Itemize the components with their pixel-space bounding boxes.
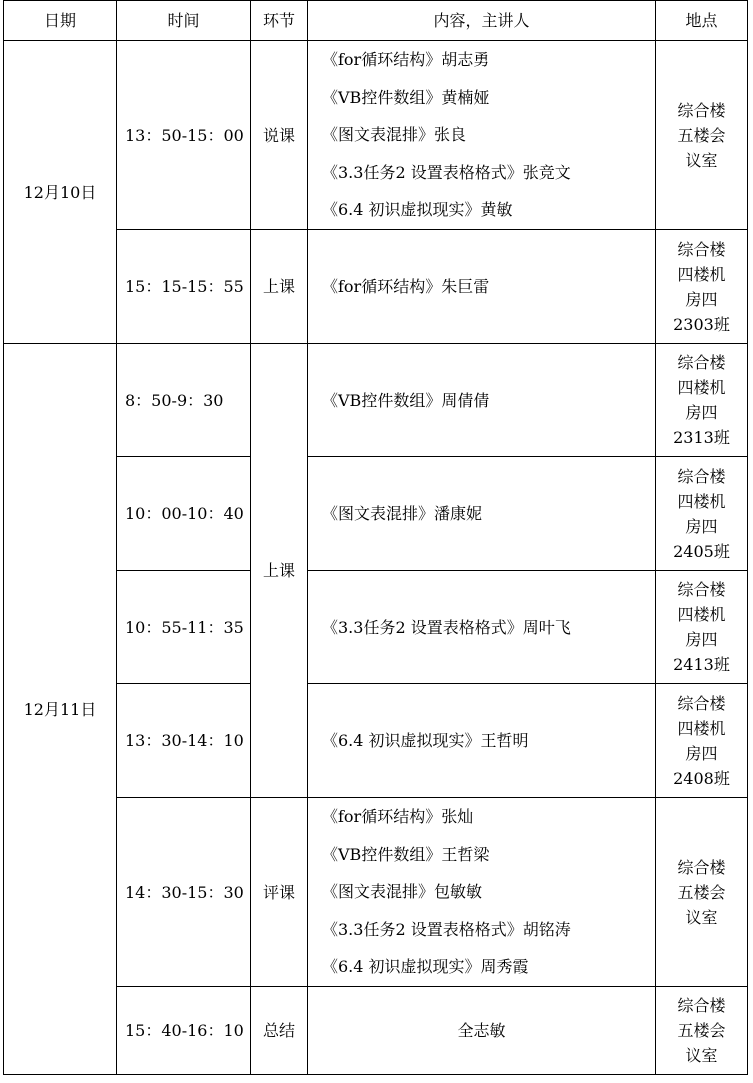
stage-cell: 说课	[251, 41, 308, 230]
place-line: 五楼会	[677, 1021, 726, 1040]
place-line: 四楼机	[677, 378, 726, 397]
content-line: 《VB控件数组》王哲梁	[322, 844, 490, 864]
date-cell: 12月10日	[4, 41, 117, 344]
place-cell	[656, 571, 748, 684]
header-row	[4, 1, 748, 41]
place-line: 2405班	[673, 541, 730, 561]
time-cell: 13：50-15：00	[117, 41, 251, 230]
header-content: 内容，主讲人	[308, 1, 656, 41]
content-cell: 《VB控件数组》周倩倩	[308, 344, 656, 457]
header-stage: 环节	[251, 1, 308, 41]
place-line: 综合楼	[677, 580, 726, 599]
place-cell	[656, 987, 748, 1075]
place-line: 2413班	[673, 655, 730, 674]
schedule-table	[3, 0, 748, 1075]
stage-cell: 上课	[251, 344, 308, 798]
place-line: 综合楼	[677, 996, 726, 1015]
content-line: 《6.4 初识虚拟现实》黄敏	[322, 200, 513, 220]
table-row	[4, 344, 748, 457]
content-cell	[308, 230, 656, 344]
header-date: 日期	[4, 1, 117, 41]
time-cell: 10：55-11：35	[117, 571, 251, 684]
time-cell: 15：15-15：55	[117, 230, 251, 344]
time-cell: 14：30-15：30	[117, 798, 251, 987]
place-cell	[656, 457, 748, 571]
place-line: 五楼会	[677, 125, 726, 145]
time-cell: 10：00-10：40	[117, 457, 251, 571]
content-line: 《6.4 初识虚拟现实》周秀霞	[322, 957, 529, 977]
time-cell: 13：30-14：10	[117, 684, 251, 798]
place-cell	[656, 798, 748, 987]
place-line: 房四	[685, 516, 718, 536]
place-line: 综合楼	[677, 239, 726, 259]
place-line: 综合楼	[677, 857, 726, 877]
place-line: 房四	[685, 289, 718, 309]
content-line: 《图文表混排》包敏敏	[322, 882, 483, 902]
table-row	[4, 41, 748, 230]
content-line: 《for循环结构》胡志勇	[322, 50, 490, 70]
place-line: 综合楼	[677, 100, 726, 120]
place-line: 四楼机	[677, 264, 726, 284]
content-cell: 《6.4 初识虚拟现实》王哲明	[308, 684, 656, 798]
date-cell: 12月11日	[4, 344, 117, 1075]
content-line: 《for循环结构》朱巨雷	[322, 276, 490, 296]
place-line: 2408班	[673, 768, 730, 788]
time-cell: 15：40-16：10	[117, 987, 251, 1075]
place-line: 综合楼	[677, 466, 726, 486]
content-cell: 《3.3任务2 设置表格格式》周叶飞	[308, 571, 656, 684]
place-line: 综合楼	[677, 353, 726, 372]
place-line: 2313班	[673, 428, 730, 447]
content-line: 《for循环结构》张灿	[322, 807, 474, 827]
place-line: 综合楼	[677, 693, 726, 713]
content-cell: 《图文表混排》潘康妮	[308, 457, 656, 571]
stage-cell: 上课	[251, 230, 308, 344]
content-line: 《图文表混排》张良	[322, 125, 467, 145]
place-cell	[656, 230, 748, 344]
place-line: 五楼会	[677, 882, 726, 902]
content-cell: 全志敏	[308, 987, 656, 1075]
content-cell	[308, 41, 656, 230]
content-line: 《VB控件数组》黄楠娅	[322, 87, 490, 107]
place-line: 四楼机	[677, 605, 726, 624]
place-line: 议室	[685, 1046, 718, 1065]
content-cell	[308, 798, 656, 987]
place-cell	[656, 684, 748, 798]
place-line: 房四	[685, 403, 718, 422]
place-cell	[656, 344, 748, 457]
place-cell	[656, 41, 748, 230]
time-cell: 8：50-9：30	[117, 344, 251, 457]
place-line: 2303班	[673, 314, 730, 334]
content-line: 《3.3任务2 设置表格格式》胡铭涛	[322, 919, 571, 939]
place-line: 议室	[685, 907, 718, 927]
place-line: 房四	[685, 743, 718, 763]
header-time: 时间	[117, 1, 251, 41]
stage-cell: 评课	[251, 798, 308, 987]
content-line: 《3.3任务2 设置表格格式》张竞文	[322, 162, 571, 182]
place-line: 四楼机	[677, 491, 726, 511]
place-line: 房四	[685, 630, 718, 649]
place-line: 四楼机	[677, 718, 726, 738]
stage-cell: 总结	[251, 987, 308, 1075]
place-line: 议室	[685, 150, 718, 170]
header-place: 地点	[656, 1, 748, 41]
